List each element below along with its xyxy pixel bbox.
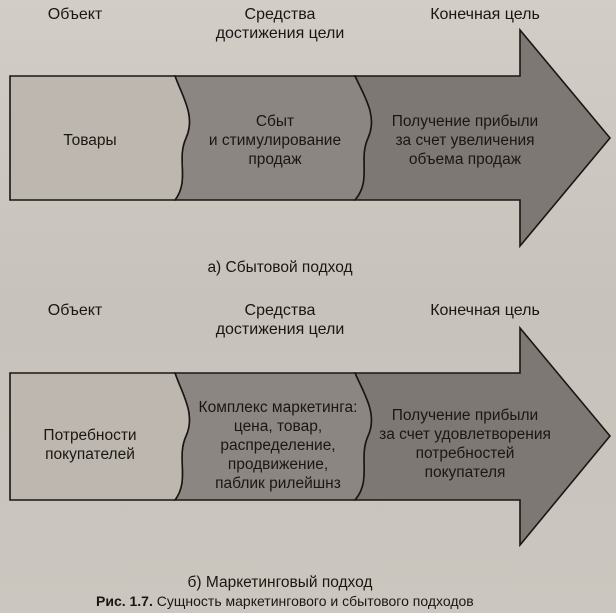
panel-a-goal-text: Получение прибыли за счет увеличения объема продаж bbox=[391, 113, 539, 168]
panel-b-goal-text: Получение прибыли за счет удовлетворения потребностей покупателя bbox=[379, 407, 551, 481]
panel-a-object-text: Товары bbox=[63, 132, 117, 149]
panel-b-header-goal: Конечная цель bbox=[430, 302, 540, 319]
panel-b-object-text: Потребности покупателей bbox=[43, 427, 137, 463]
panel-a-header-goal: Конечная цель bbox=[430, 6, 540, 23]
panel-b-caption: б) Маркетинговый подход bbox=[187, 574, 373, 591]
figure-title: Сущность маркетингового и сбытового подходов bbox=[156, 593, 474, 609]
figure-number: Рис. 1.7. bbox=[96, 593, 153, 609]
panel-b-means-text: Комплекс маркетинга: цена, товар, распределение, продвижение, паблик рилейшнз bbox=[198, 399, 358, 492]
panel-a-header-means: Средства достижения цели bbox=[215, 6, 345, 42]
panel-b-header-object: Объект bbox=[47, 302, 103, 319]
figure-caption bbox=[96, 592, 474, 610]
panel-b-header-means: Средства достижения цели bbox=[215, 302, 345, 338]
panel-a-caption: а) Сбытовой подход bbox=[207, 259, 353, 276]
panel-a-header-object: Объект bbox=[47, 6, 103, 23]
panel-a-means-text: Сбыт и стимулирование продаж bbox=[208, 113, 342, 168]
